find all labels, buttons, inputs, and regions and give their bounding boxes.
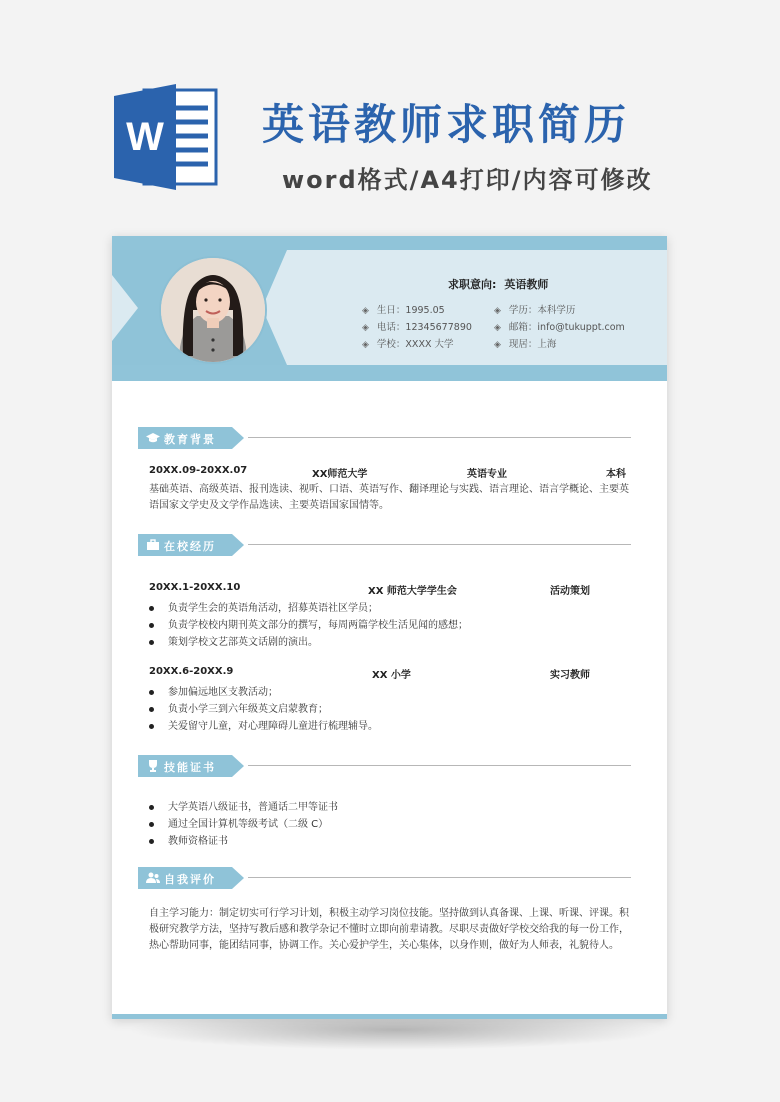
info-email-text: 邮箱：info@tukuppt.com	[508, 322, 625, 333]
bullet-dot-icon	[149, 690, 154, 695]
info-location	[494, 336, 556, 350]
list-item-text: 大学英语八级证书，普通话二甲等证书	[168, 802, 338, 813]
section-divider	[248, 877, 631, 878]
list-item	[149, 599, 378, 614]
campus-2-role: 实习教师	[550, 670, 590, 681]
job-intention-label: 求职意向:	[448, 278, 497, 291]
info-education	[494, 302, 575, 316]
edu-school: XX师范大学	[312, 469, 368, 480]
info-phone	[362, 319, 472, 333]
list-item-text: 负责学校校内期刊英文部分的撰写，每周两篇学校生活见闻的感想；	[168, 620, 468, 631]
list-item	[149, 815, 328, 830]
list-item	[149, 683, 278, 698]
list-item-text: 负责小学三到六年级英文启蒙教育；	[168, 704, 328, 715]
info-phone-text: 电话：12345677890	[376, 322, 472, 333]
edu-period: 20XX.09-20XX.07	[149, 465, 248, 476]
section-divider	[248, 544, 631, 545]
page-subtitle: word格式/A4打印/内容可修改	[282, 166, 653, 194]
bullet-dot-icon	[149, 724, 154, 729]
users-icon	[146, 871, 160, 885]
resume-sheet	[112, 236, 667, 1019]
page-title: 英语教师求职简历	[262, 100, 631, 149]
word-logo-icon	[114, 84, 218, 190]
job-intention-value: 英语教师	[504, 278, 549, 291]
list-item-text: 负责学生会的英语角活动，招募英语社区学员；	[168, 603, 378, 614]
info-school-text: 学校：XXXX 大学	[376, 339, 454, 350]
bullet-dot-icon	[149, 623, 154, 628]
campus-1-period: 20XX.1-20XX.10	[149, 582, 241, 593]
list-item	[149, 616, 468, 631]
diamond-bullet-icon: ◈	[494, 306, 501, 316]
info-birthday	[362, 302, 445, 316]
list-item	[149, 832, 228, 847]
info-location-text: 现居：上海	[508, 339, 557, 350]
self-eval-text: 自主学习能力：制定切实可行学习计划，积极主动学习岗位技能。坚持做到认真备课、上课、听课、评课。积极研究教学方法，坚持写教后感和教学杂记不懂时立即向前辈请教。尽职尽责做好学校交给我的每一份工作，热心帮助同事，能团结同事，协调工作。关心爱护学生，关心集体，以身作则，做好为人师表，礼貌待人。	[149, 908, 629, 951]
info-school	[362, 336, 453, 350]
info-education-text: 学历：本科学历	[508, 305, 576, 316]
diamond-bullet-icon: ◈	[494, 340, 501, 350]
info-birthday-text: 生日：1995.05	[376, 305, 445, 316]
word-logo-letter: W	[126, 115, 164, 159]
campus-1-role: 活动策划	[550, 586, 590, 597]
section-title-skills: 技能证书	[164, 761, 216, 774]
bullet-dot-icon	[149, 805, 154, 810]
section-divider	[248, 437, 631, 438]
campus-2-org: XX 小学	[372, 670, 411, 681]
list-item-text: 通过全国计算机等级考试（二级 C）	[168, 819, 329, 830]
bullet-dot-icon	[149, 707, 154, 712]
list-item-text: 关爱留守儿童，对心理障碍儿童进行梳理辅导。	[168, 721, 378, 732]
list-item-text: 参加偏远地区支教活动；	[168, 687, 278, 698]
list-item-text: 策划学校文艺部英文话剧的演出。	[168, 637, 318, 648]
section-title-education: 教育背景	[164, 433, 216, 446]
bullet-dot-icon	[149, 640, 154, 645]
job-intention	[448, 276, 556, 292]
diamond-bullet-icon: ◈	[362, 340, 369, 350]
edu-degree: 本科	[606, 469, 626, 480]
section-title-self-eval: 自我评价	[164, 873, 216, 886]
diamond-bullet-icon: ◈	[494, 323, 501, 333]
list-item-text: 教师资格证书	[168, 836, 228, 847]
edu-description: 基础英语、高级英语、报刊选读、视听、口语、英语写作、翻译理论与实践、语言理论、语言学概论、主要英语国家文学史及文学作品选读、主要英语国家国情等。	[149, 484, 629, 511]
diamond-bullet-icon: ◈	[362, 306, 369, 316]
trophy-icon	[146, 759, 160, 773]
list-item	[149, 717, 378, 732]
edu-major: 英语专业	[467, 469, 507, 480]
section-title-campus: 在校经历	[164, 540, 216, 553]
avatar-photo	[159, 256, 267, 364]
campus-2-period: 20XX.6-20XX.9	[149, 666, 234, 677]
info-email	[494, 319, 625, 333]
bottom-footer-bar	[112, 1014, 667, 1019]
list-item	[149, 798, 338, 813]
bullet-dot-icon	[149, 606, 154, 611]
list-item	[149, 633, 318, 648]
section-divider	[248, 765, 631, 766]
list-item	[149, 700, 328, 715]
graduation-cap-icon	[146, 431, 160, 445]
campus-1-org: XX 师范大学学生会	[368, 586, 457, 597]
avatar-portrait-icon	[161, 258, 265, 362]
diamond-bullet-icon: ◈	[362, 323, 369, 333]
briefcase-icon	[146, 538, 160, 552]
bullet-dot-icon	[149, 822, 154, 827]
bullet-dot-icon	[149, 839, 154, 844]
